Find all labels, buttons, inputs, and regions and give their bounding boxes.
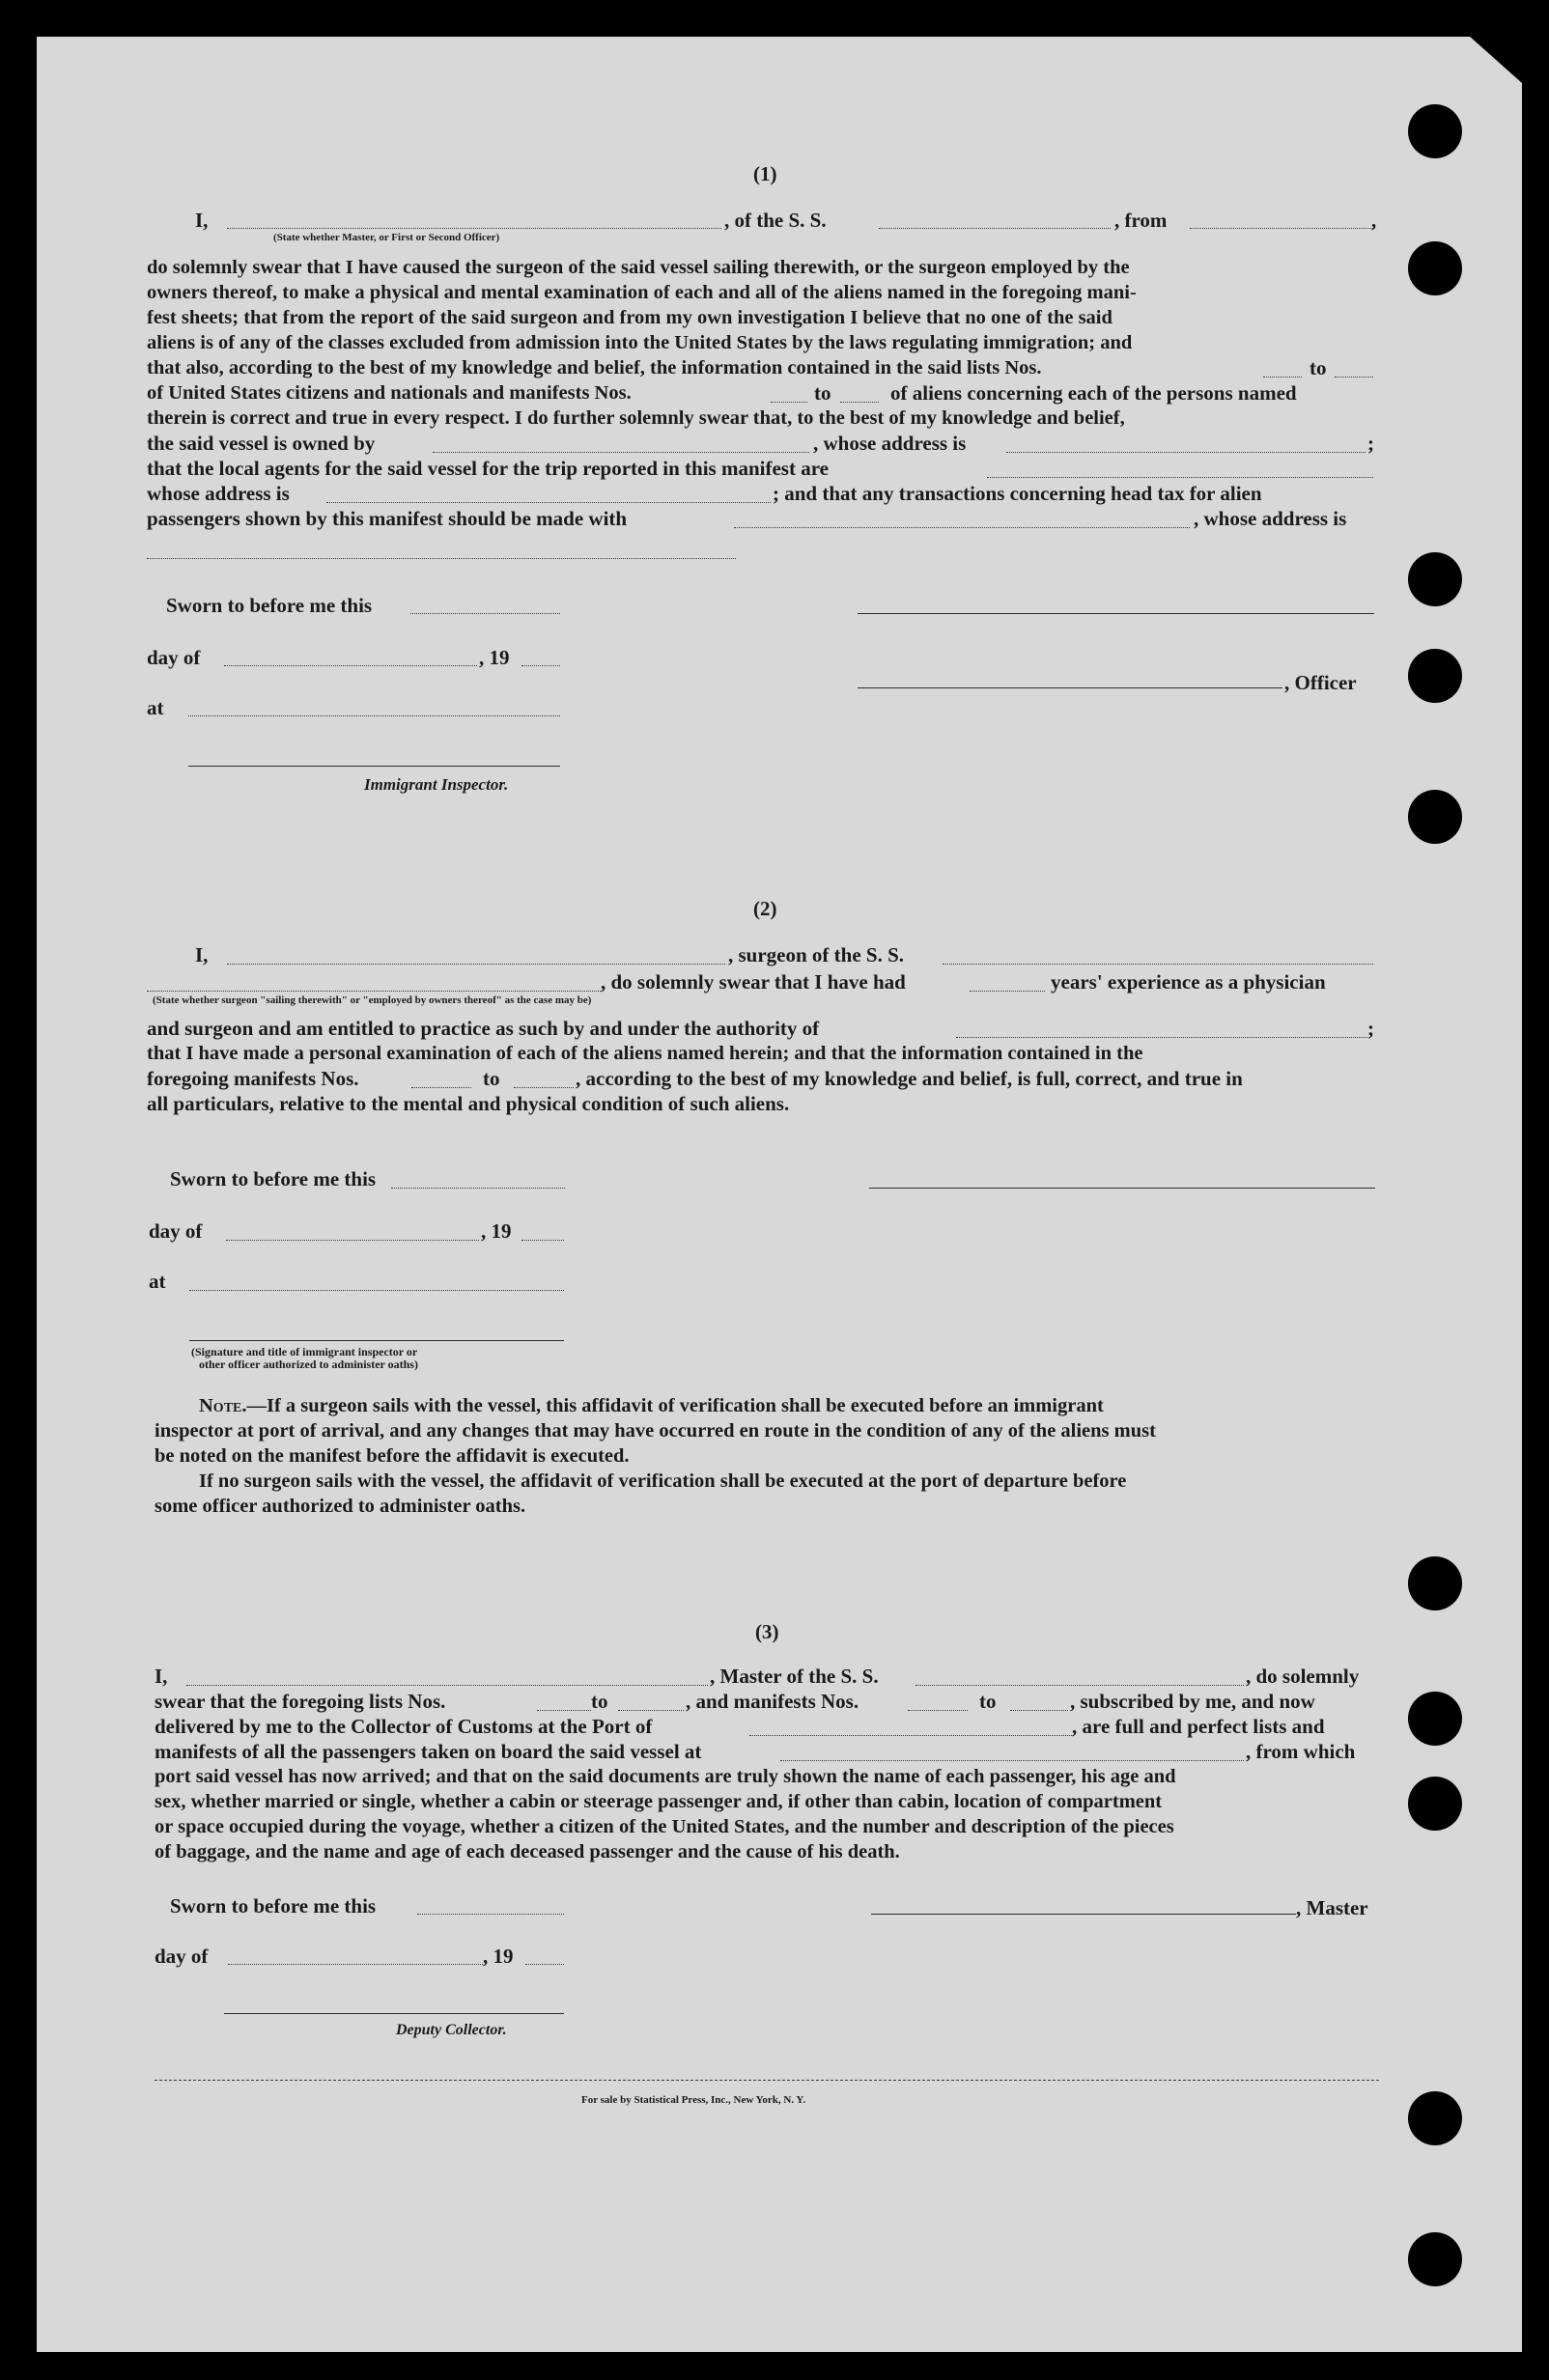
s1-semicolon: ; [1367, 432, 1374, 455]
s2-sworn-blank [391, 1188, 565, 1189]
punch-hole [1408, 104, 1462, 158]
s3-lists-from-blank [537, 1710, 591, 1711]
s2-surgeon-of: , surgeon of the S. S. [728, 943, 905, 966]
s1-owner-address-blank [1006, 452, 1366, 453]
punch-hole [1408, 790, 1462, 844]
s3-port-blank [749, 1735, 1072, 1736]
s2-sworn: Sworn to before me this [170, 1167, 377, 1190]
s1-signature-line [858, 613, 1374, 614]
s1-year: , 19 [479, 646, 510, 669]
s2-line4a: foregoing manifests Nos. [147, 1067, 359, 1090]
s2-signature-line [869, 1188, 1375, 1189]
s2-solemnly: , do solemnly swear that I have had [601, 970, 906, 994]
section1-heading: (1) [753, 162, 777, 185]
s1-officer: , Officer [1284, 671, 1357, 694]
s1-whose-address-3: , whose address is [1194, 507, 1347, 530]
punch-hole [1408, 1777, 1462, 1831]
s2-years: years' experience as a physician [1051, 970, 1326, 994]
s1-at: at [147, 696, 164, 719]
footer-rule [155, 2080, 1379, 2081]
s3-year-blank [525, 1964, 564, 1965]
punch-hole [1408, 2091, 1462, 2145]
s3-l3a: delivered by me to the Collector of Customs at the Port of [155, 1715, 653, 1738]
s3-do-solemnly: , do solemnly [1246, 1665, 1360, 1688]
s1-headtax-address-blank [147, 558, 736, 559]
s1-agents-address-blank [326, 502, 771, 503]
s3-l4a: manifests of all the passengers taken on board the said vessel at [155, 1740, 702, 1763]
s1-body-line: that also, according to the best of my knowledge and belief, the information contained in the said lists Nos. [147, 357, 1042, 378]
s1-head-tax: ; and that any transactions concerning head tax for alien [773, 482, 1262, 505]
s2-years-blank [970, 991, 1045, 992]
footer-imprint: For sale by Statistical Press, Inc., New York, N. Y. [581, 2094, 806, 2106]
s2-note-text-1: —If a surgeon sails with the vessel, this affidavit of verification shall be executed before an immigrant [246, 1395, 1104, 1416]
s3-body-line: of baggage, and the name and age of each deceased passenger and the cause of his death. [155, 1841, 900, 1862]
s1-day-of: day of [147, 646, 201, 669]
s3-manifest-to-blank [1010, 1710, 1068, 1711]
s2-sailing-blank [147, 991, 601, 992]
s1-inspector-line [188, 766, 560, 767]
s3-manifest-from-blank [908, 1710, 968, 1711]
section2-heading: (2) [753, 897, 777, 920]
s3-sworn-blank [417, 1914, 564, 1915]
s2-inspector-line [189, 1340, 564, 1341]
s2-surgeon-blank [227, 964, 725, 965]
punch-hole [1408, 1692, 1462, 1746]
s3-l2-to2: to [979, 1690, 997, 1713]
s3-departure-blank [780, 1760, 1244, 1761]
s2-line4-to: to [483, 1067, 500, 1090]
punch-hole [1408, 649, 1462, 703]
s2-at: at [149, 1270, 166, 1293]
s1-lists-to-blank [1335, 377, 1373, 378]
punch-hole [1408, 552, 1462, 606]
s3-i-label: I, [155, 1665, 168, 1688]
s2-sig-note-1: (Signature and title of immigrant inspector or [191, 1345, 418, 1358]
s3-l2c: , subscribed by me, and now [1070, 1690, 1315, 1713]
s2-manifest-to-blank [514, 1087, 574, 1088]
s1-body-line: fest sheets; that from the report of the said surgeon and from my own investigation I believe that no one of the said [147, 307, 1112, 328]
s3-day-blank [228, 1964, 483, 1965]
punch-hole [1408, 241, 1462, 295]
s3-master-signature-line [871, 1914, 1296, 1915]
s1-ship-blank [879, 228, 1111, 229]
s1-owned-by: the said vessel is owned by [147, 432, 376, 455]
s1-officer-line [858, 687, 1282, 688]
s2-note-5: some officer authorized to administer oaths. [155, 1496, 526, 1517]
s1-manifest-from-blank [771, 402, 807, 403]
s3-master-of: , Master of the S. S. [710, 1665, 879, 1688]
s1-sworn-blank [410, 613, 560, 614]
s3-master: , Master [1296, 1896, 1368, 1919]
s1-owner-blank [433, 452, 809, 453]
s3-body-line: sex, whether married or single, whether a cabin or steerage passenger and, if other than cabin, location of compartment [155, 1791, 1163, 1812]
s1-of-ss-label: , of the S. S. [724, 209, 827, 232]
s1-officer-note: (State whether Master, or First or Second Officer) [273, 232, 500, 243]
section3-heading: (3) [755, 1620, 779, 1643]
s1-day-blank [224, 665, 477, 666]
s3-l2b: , and manifests Nos. [686, 1690, 859, 1713]
s3-body-line: port said vessel has now arrived; and that on the said documents are truly shown the name of each passenger, his age and [155, 1766, 1176, 1787]
s2-day-blank [226, 1240, 479, 1241]
s2-ship-blank [943, 964, 1373, 965]
s2-at-blank [189, 1290, 564, 1291]
s1-inspector: Immigrant Inspector. [364, 775, 509, 794]
s1-i-label: I, [195, 209, 209, 232]
s2-authority-blank [956, 1037, 1367, 1038]
s3-body-line: or space occupied during the voyage, whether a citizen of the United States, and the number and description of the pieces [155, 1816, 1174, 1837]
s3-ship-blank [915, 1685, 1244, 1686]
s3-sworn: Sworn to before me this [170, 1894, 377, 1918]
s3-lists-to-blank [618, 1710, 684, 1711]
s1-year-blank [521, 665, 560, 666]
s1-agents-blank [987, 477, 1373, 478]
s1-sworn: Sworn to before me this [166, 594, 373, 617]
s1-aliens-named: of aliens concerning each of the persons named [890, 381, 1297, 405]
s3-deputy-line [224, 2013, 564, 2014]
s1-whose-address-2: whose address is [147, 482, 290, 505]
s1-body-line: therein is correct and true in every respect. I do further solemnly swear that, to the best of my knowledge and belief, [147, 407, 1125, 429]
s3-master-blank [186, 1685, 708, 1686]
s3-year: , 19 [483, 1945, 514, 1968]
s1-whose-address: , whose address is [813, 432, 967, 455]
punch-hole [1408, 1556, 1462, 1610]
s1-to-label: to [814, 381, 831, 405]
s2-sailing-note: (State whether surgeon "sailing therewith" or "employed by owners thereof" as the case may be) [153, 994, 592, 1006]
punch-hole [1408, 2232, 1462, 2286]
s3-deputy: Deputy Collector. [396, 2022, 507, 2038]
s2-year-blank [521, 1240, 564, 1241]
s2-note-1 [199, 1393, 1104, 1418]
s1-passengers: passengers shown by this manifest should be made with [147, 507, 628, 530]
s2-year: , 19 [481, 1219, 512, 1243]
s2-line3: that I have made a personal examination of each of the aliens named herein; and that the information contained in the [147, 1043, 1143, 1064]
s1-at-blank [188, 715, 560, 716]
s3-l2a: swear that the foregoing lists Nos. [155, 1690, 446, 1713]
s1-from-blank [1190, 228, 1373, 229]
s1-body-line: aliens is of any of the classes excluded from admission into the United States by the laws regulating immigration; and [147, 332, 1133, 353]
s1-local-agents: that the local agents for the said vessel for the trip reported in this manifest are [147, 457, 829, 480]
s2-sig-note-2: other officer authorized to administer oaths) [199, 1358, 418, 1371]
s2-line5: all particulars, relative to the mental and physical condition of such aliens. [147, 1092, 790, 1115]
s2-i-label: I, [195, 943, 209, 966]
s3-day-of: day of [155, 1945, 209, 1968]
s1-body-line: of United States citizens and nationals and manifests Nos. [147, 382, 632, 404]
s3-l3b: , are full and perfect lists and [1072, 1715, 1325, 1738]
s2-note-label: Note. [199, 1395, 247, 1416]
s3-l4b: , from which [1246, 1740, 1356, 1763]
s1-body-line: do solemnly swear that I have caused the surgeon of the said vessel sailing therewith, or the surgeon employed by the [147, 257, 1130, 278]
s1-headtax-blank [734, 527, 1190, 528]
s1-manifest-to-blank [840, 402, 879, 403]
s1-lists-from-blank [1263, 377, 1302, 378]
s2-semicolon: ; [1367, 1017, 1374, 1040]
s2-day-of: day of [149, 1219, 203, 1243]
s2-manifest-from-blank [411, 1087, 471, 1088]
s1-from-comma: , [1371, 209, 1377, 232]
s2-note-2: inspector at port of arrival, and any changes that may have occurred en route in the condition of any of the aliens must [155, 1420, 1156, 1442]
s1-to-label: to [1310, 356, 1327, 379]
s2-line2: and surgeon and am entitled to practice as such by and under the authority of [147, 1017, 820, 1040]
s1-body-line: owners thereof, to make a physical and mental examination of each and all of the aliens named in the foregoing mani- [147, 282, 1137, 303]
s2-line4b: , according to the best of my knowledge and belief, is full, correct, and true in [576, 1067, 1243, 1090]
s1-officer-blank [227, 228, 721, 229]
s2-note-4: If no surgeon sails with the vessel, the affidavit of verification shall be executed at the port of departure before [199, 1470, 1127, 1492]
s2-note-3: be noted on the manifest before the affidavit is executed. [155, 1445, 630, 1467]
s3-l2-to: to [591, 1690, 608, 1713]
s1-from-label: , from [1114, 209, 1168, 232]
